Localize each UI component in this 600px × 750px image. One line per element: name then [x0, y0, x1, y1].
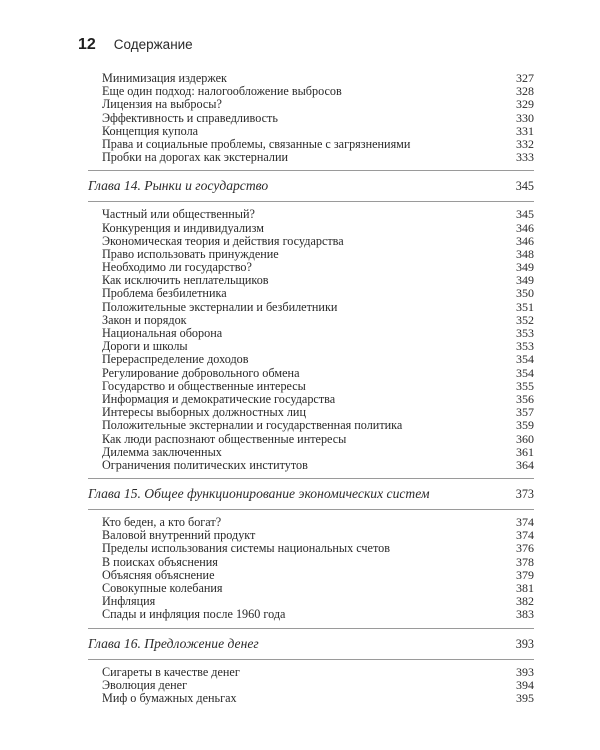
toc-entry-title: В поисках объяснения	[102, 554, 218, 569]
toc-entry-page: 330	[516, 110, 534, 125]
toc-entry-page: 355	[516, 378, 534, 393]
toc-entry-title: Минимизация издержек	[102, 71, 227, 85]
toc-entry-page: 374	[516, 528, 534, 543]
toc-entry	[88, 125, 534, 138]
toc-entry-page: 381	[516, 581, 534, 595]
toc-entry-title: Государство и общественные интересы	[102, 378, 306, 393]
toc-entry-title: Национальная оборона	[102, 326, 223, 340]
toc-entry-page: 393	[516, 664, 534, 679]
toc-entry	[88, 679, 534, 692]
toc-entry	[88, 353, 534, 366]
toc-entry-page: 349	[516, 273, 534, 288]
toc-entry	[88, 419, 534, 432]
toc-entry-title: Эволюция денег	[102, 677, 188, 692]
toc-entry-page: 352	[516, 312, 534, 327]
toc-entry	[88, 367, 534, 380]
chapter-heading	[88, 171, 534, 201]
toc-entry-title: Проблема безбилетника	[102, 286, 227, 301]
toc-entry-title: Положительные экстерналии и безбилетники	[102, 299, 338, 314]
toc-entry-page: 329	[516, 97, 534, 112]
toc-entry-page: 346	[516, 233, 534, 248]
chapter-heading	[88, 629, 534, 659]
toc-entry-page: 378	[516, 554, 534, 569]
toc-entry-page: 356	[516, 391, 534, 406]
toc-entry	[88, 556, 534, 569]
chapter-entries	[88, 516, 534, 622]
page-number: 12	[78, 36, 96, 53]
toc-entry	[88, 208, 534, 221]
chapter-page: 373	[515, 487, 534, 502]
toc-entry-title: Частный или общественный?	[102, 207, 255, 222]
toc-entry-page: 383	[516, 607, 534, 622]
page-header	[78, 36, 193, 56]
toc-entry-title: Совокупные колебания	[102, 581, 223, 595]
toc-entry-title: Права и социальные проблемы, связанные с загрязнениями	[102, 136, 411, 151]
toc-entry-page: 332	[516, 136, 534, 151]
toc-entry-page: 354	[516, 365, 534, 380]
toc-entry	[88, 446, 534, 459]
chapter-title: Глава 14. Рынки и государство	[88, 178, 269, 194]
toc-entry-title: Концепция купола	[102, 123, 199, 138]
toc-entry-page: 351	[516, 299, 534, 314]
chapter-title: Глава 15. Общее функционирование экономических систем	[88, 486, 430, 502]
toc-entry-page: 348	[516, 246, 534, 261]
toc-entry	[88, 666, 534, 679]
toc-entry-page: 374	[516, 515, 534, 530]
toc-entry-title: Валовой внутренний продукт	[102, 528, 256, 543]
toc-entry-title: Регулирование добровольного обмена	[102, 365, 300, 380]
toc-entry-page: 382	[516, 594, 534, 609]
toc-entry-title: Миф о бумажных деньгах	[102, 690, 237, 705]
toc-entry-title: Экономическая теория и действия государства	[102, 233, 344, 248]
toc-entry-title: Положительные экстерналии и государственная политика	[102, 418, 403, 433]
toc-entry-title: Как исключить неплательщиков	[102, 273, 269, 288]
toc-entry-page: 359	[516, 418, 534, 433]
toc-entry-page: 357	[516, 405, 534, 420]
toc-entry-page: 353	[516, 326, 534, 340]
toc-entry-title: Как люди распознают общественные интересы	[102, 431, 347, 446]
toc-entry-title: Интересы выборных должностных лиц	[102, 405, 306, 420]
toc-entry	[88, 459, 534, 472]
toc-entry-page: 394	[516, 677, 534, 692]
toc-entry-title: Закон и порядок	[102, 312, 187, 327]
running-title: Содержание	[113, 37, 193, 52]
toc-entry-title: Информация и демократические государства	[102, 391, 336, 406]
toc-entry-title: Конкуренция и индивидуализм	[102, 220, 264, 235]
toc-entry	[88, 692, 534, 705]
toc-entry-title: Объясняя объяснение	[102, 567, 215, 582]
toc-entry-page: 345	[516, 207, 534, 222]
chapter-entries	[88, 666, 534, 706]
toc-entry-page: 349	[516, 260, 534, 275]
toc-entry-title: Пределы использования системы национальных счетов	[102, 541, 390, 556]
chapter-title: Глава 16. Предложение денег	[88, 635, 259, 651]
toc-entry	[88, 433, 534, 446]
toc-entry-title: Еще один подход: налогообложение выбросов	[102, 84, 342, 99]
toc-entry	[88, 542, 534, 555]
toc-entry-page: 333	[516, 150, 534, 165]
toc-entry-title: Спады и инфляция после 1960 года	[102, 607, 286, 622]
toc-entry-title: Сигареты в качестве денег	[102, 664, 240, 679]
toc-entry	[88, 380, 534, 393]
toc-entry-page: 379	[516, 567, 534, 582]
toc-entry-title: Лицензия на выбросы?	[102, 97, 222, 112]
toc-intro-section	[88, 72, 534, 164]
toc-entry	[88, 151, 534, 164]
toc-entry-title: Право использовать принуждение	[102, 246, 279, 261]
toc-entry-title: Пробки на дорогах как экстерналии	[102, 150, 289, 165]
toc-entry-page: 327	[516, 71, 534, 85]
toc-entry	[88, 98, 534, 111]
toc-entry-page: 360	[516, 431, 534, 446]
chapter-page: 393	[515, 636, 534, 651]
toc-entry-title: Кто беден, а кто богат?	[102, 515, 222, 530]
toc-entry-page: 395	[516, 690, 534, 705]
toc-entry	[88, 287, 534, 300]
toc-entry-page: 350	[516, 286, 534, 301]
chapter-entries	[88, 208, 534, 472]
toc-entry-title: Дороги и школы	[102, 339, 188, 354]
toc-entry-page: 331	[516, 123, 534, 138]
toc-entry	[88, 112, 534, 125]
toc-entry-title: Перераспределение доходов	[102, 352, 249, 367]
toc-entry-page: 328	[516, 84, 534, 99]
toc-entry-page: 364	[516, 457, 534, 472]
toc-entry	[88, 235, 534, 248]
toc-entry-title: Инфляция	[102, 594, 156, 609]
chapter-page: 345	[515, 179, 534, 194]
toc-entry-page: 376	[516, 541, 534, 556]
toc-entry-page: 354	[516, 352, 534, 367]
toc-entry-page: 346	[516, 220, 534, 235]
toc-entry-title: Эффективность и справедливость	[102, 110, 278, 125]
chapter-heading	[88, 479, 534, 509]
toc-entry	[88, 222, 534, 235]
toc-entry-title: Ограничения политических институтов	[102, 457, 308, 472]
toc-entry	[88, 608, 534, 621]
toc-entry-page: 361	[516, 444, 534, 459]
toc-entry-title: Необходимо ли государство?	[102, 260, 252, 275]
toc-entry-page: 353	[516, 339, 534, 354]
toc-entry-title: Дилемма заключенных	[102, 444, 222, 459]
table-of-contents	[88, 72, 534, 705]
toc-entry	[88, 301, 534, 314]
